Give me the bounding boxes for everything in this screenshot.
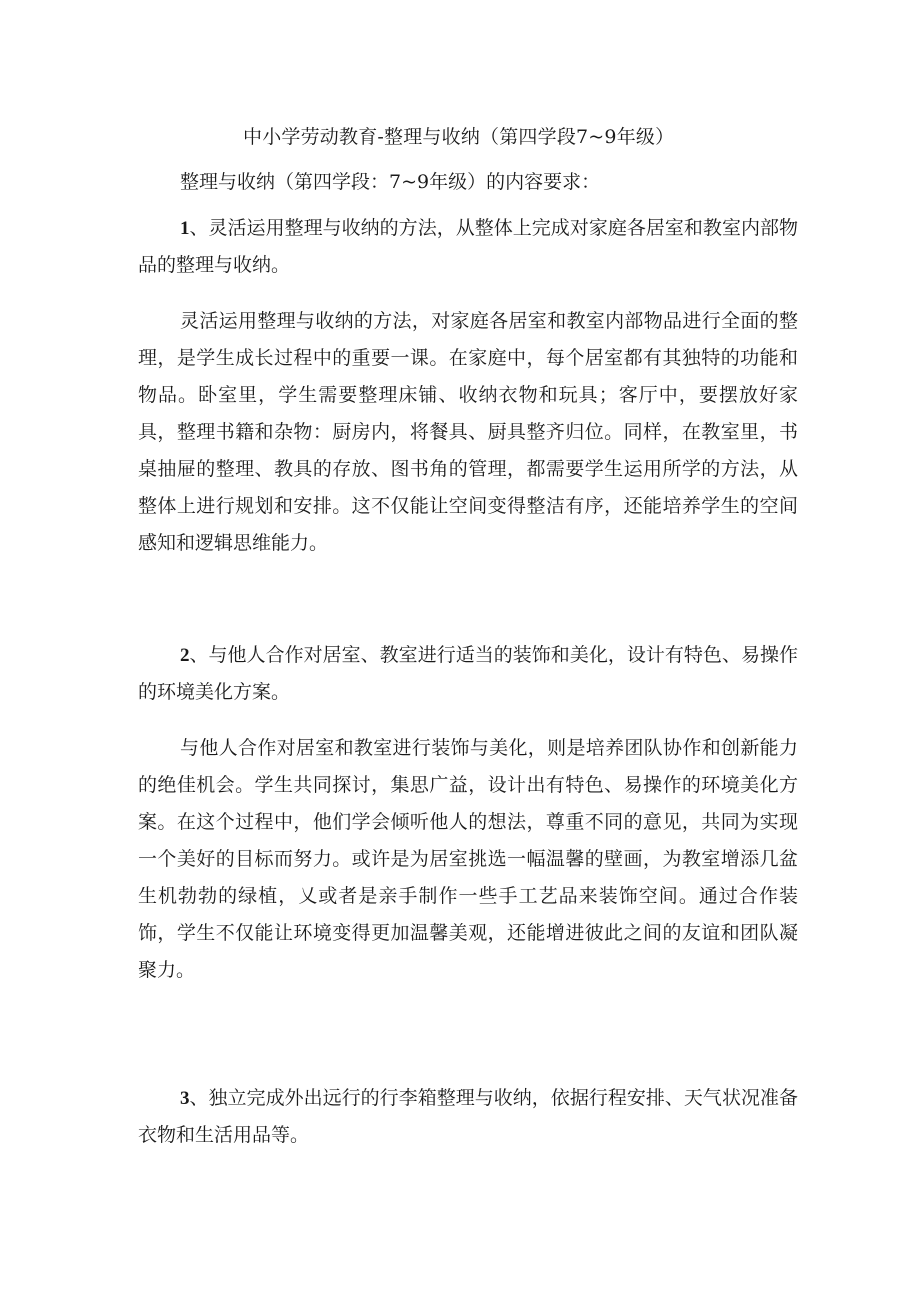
requirement-item-2 (138, 637, 798, 711)
requirement-number: 2 (180, 645, 190, 666)
document-title: 中小学劳动教育-整理与收纳（第四学段7~9年级） (243, 126, 675, 148)
body-paragraph-1: 灵活运用整理与收纳的方法，对家庭各居室和教室内部物品进行全面的整理，是学生成长过程中的重要一课。在家庭中，每个居室都有其独特的功能和物品。卧室里，学生需要整理床铺、收纳衣物和玩具；客厅中，要摆放好家具，整理书籍和杂物：厨房内，将餐具、厨具整齐归位。同样，在教室里，书桌抽屉的整理、教具的存放、图书角的管理，都需要学生运用所学的方法，从整体上进行规划和安排。这不仅能让空间变得整洁有序，还能培养学生的空间感知和逻辑思维能力。 (138, 310, 798, 554)
requirement-number: 3 (180, 1088, 190, 1109)
requirement-number: 1 (180, 218, 190, 239)
requirement-text: 、与他人合作对居室、教室进行适当的装饰和美化，设计有特色、易操作的环境美化方案。 (138, 644, 798, 703)
requirement-text: 、灵活运用整理与收纳的方法，从整体上完成对家庭各居室和教室内部物品的整理与收纳。 (138, 217, 798, 276)
body-paragraph-2: 与他人合作对居室和教室进行装饰与美化，则是培养团队协作和创新能力的绝佳机会。学生共同探讨，集思广益，设计出有特色、易操作的环境美化方案。在这个过程中，他们学会倾听他人的想法，尊重不同的意见，共同为实现一个美好的目标而努力。或许是为居室挑选一幅温馨的壁画，为教室增添几盆生机勃勃的绿植，乂或者是亲手制作一些手工艺品来装饰空间。通过合作装饰，学生不仅能让环境变得更加温馨美观，还能增进彼此之间的友谊和团队凝聚力。 (138, 737, 798, 981)
content-requirements-heading: 整理与收纳（第四学段：7~9年级）的内容要求： (180, 171, 601, 193)
requirement-item-1 (138, 210, 798, 284)
requirement-text: 、独立完成外出远行的行李箱整理与收纳，依据行程安排、天气状况准备衣物和生活用品等。 (138, 1087, 798, 1146)
requirement-item-3 (138, 1080, 798, 1154)
